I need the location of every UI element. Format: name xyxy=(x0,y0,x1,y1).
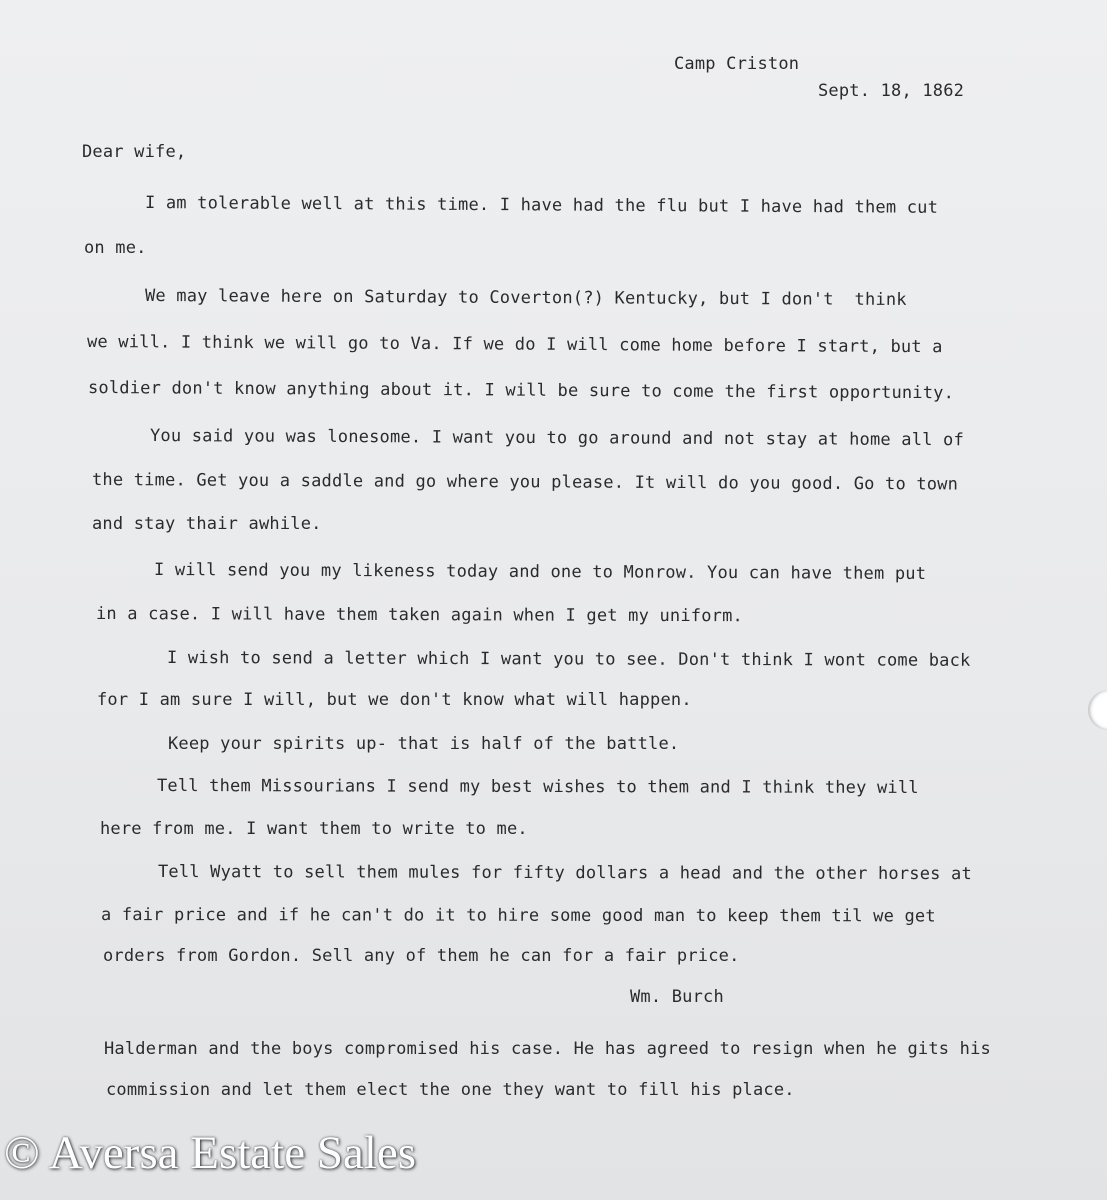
letter-line: You said you was lonesome. I want you to go around and not stay at home all of xyxy=(149,426,964,451)
letter-line: and stay thair awhile. xyxy=(92,514,322,534)
letter-line: I will send you my likeness today and one to Monrow. You can have them put xyxy=(153,560,927,585)
letter-line: We may leave here on Saturday to Coverton(?) Kentucky, but I don't think xyxy=(144,286,907,310)
letter-line: the time. Get you a saddle and go where you please. It will do you good. Go to town xyxy=(91,470,959,495)
letter-line: Tell Wyatt to sell them mules for fifty dollars a head and the other horses at xyxy=(157,862,972,885)
letter-line: for I am sure I will, but we don't know what will happen. xyxy=(97,690,692,710)
punch-hole xyxy=(1088,690,1107,730)
letter-place: Camp Criston xyxy=(674,54,800,74)
letter-line: Tell them Missourians I send my best wishes to them and I think they will xyxy=(156,776,919,798)
letter-signature: Wm. Burch xyxy=(630,987,724,1007)
letter-line: soldier don't know anything about it. I will be sure to come the first opportunity. xyxy=(87,378,955,404)
letter-line: on me. xyxy=(84,238,147,258)
letter-date: Sept. 18, 1862 xyxy=(818,81,965,101)
letter-line: in a case. I will have them taken again when I get my uniform. xyxy=(95,604,743,627)
letter-salutation: Dear wife, xyxy=(82,142,187,162)
postscript-line: commission and let them elect the one they want to fill his place. xyxy=(106,1080,795,1100)
letter-line: we will. I think we will go to Va. If we do I will come home before I start, but a xyxy=(86,332,943,358)
postscript-line: Halderman and the boys compromised his case. He has agreed to resign when he gits his xyxy=(104,1039,991,1059)
letter-line: orders from Gordon. Sell any of them he can for a fair price. xyxy=(103,946,740,966)
watermark-text: © Aversa Estate Sales xyxy=(4,1127,417,1179)
letter-line: here from me. I want them to write to me. xyxy=(100,819,528,839)
letter-line: I wish to send a letter which I want you to see. Don't think I wont come back xyxy=(166,648,971,671)
letter-line: I am tolerable well at this time. I have had the flu but I have had them cut xyxy=(144,193,939,218)
letter-line: a fair price and if he can't do it to hire some good man to keep them til we get xyxy=(100,905,936,927)
letter-line: Keep your spirits up- that is half of the battle. xyxy=(168,734,680,754)
